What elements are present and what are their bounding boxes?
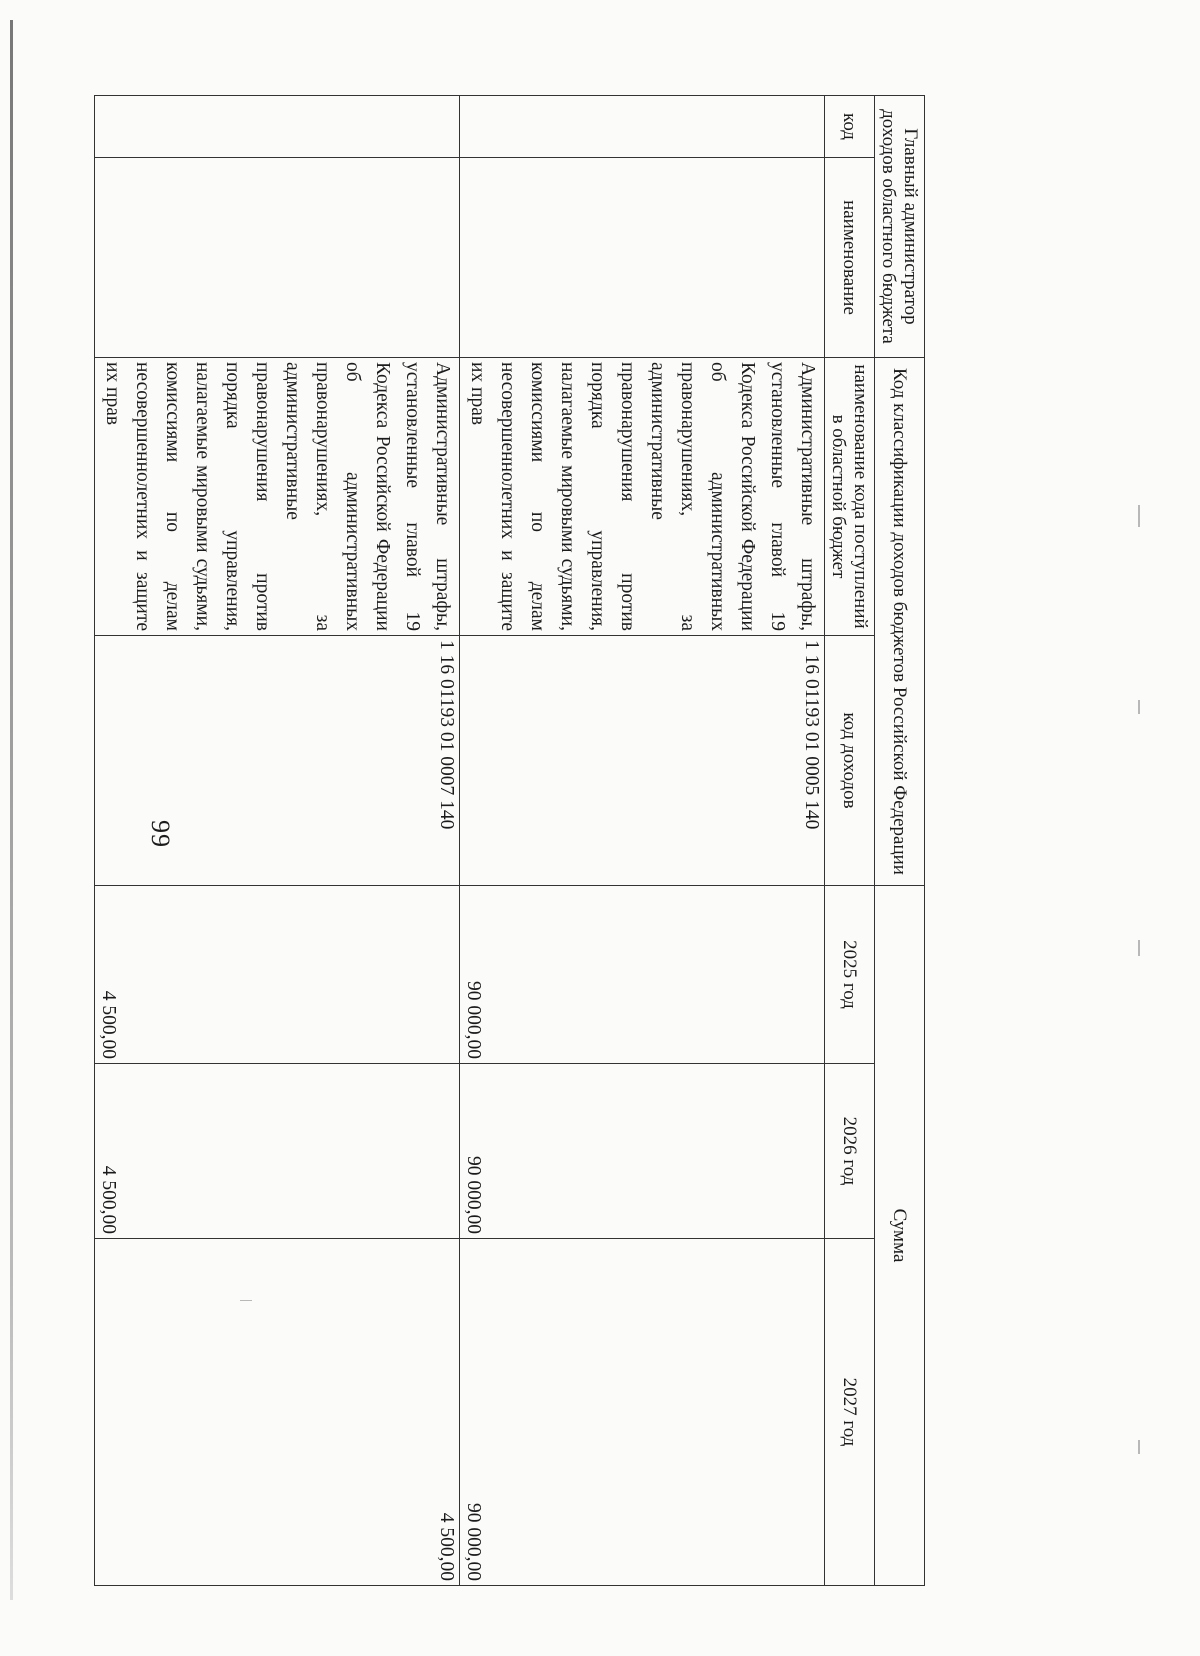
header-income-code: код доходов [825, 636, 875, 886]
income-table [94, 95, 925, 1586]
sum-2025-cell: 90 000,00 [460, 886, 825, 1064]
sum-2026-cell: 90 000,00 [460, 1064, 825, 1239]
sum-2027-cell: 90 000,00 [460, 1239, 825, 1586]
header-classification-group: Код классификации доходов бюджетов Российской Федерации [875, 358, 925, 886]
table-row [95, 96, 460, 1586]
admin-name-cell [460, 158, 825, 358]
header-row-2 [825, 96, 875, 1586]
header-sum-group: Сумма [875, 886, 925, 1586]
income-description-cell: Административные штрафы, установленные главой 19 Кодекса Российской Федерации об административных правонарушениях, за административные правонарушения против порядка управления, налагаемые мировыми судьями, комиссиями по делам несовершеннолетних и защите их прав [95, 358, 460, 636]
admin-name-cell [95, 158, 460, 358]
income-description-cell: Административные штрафы, установленные главой 19 Кодекса Российской Федерации об административных правонарушениях, за административные правонарушения против порядка управления, налагаемые мировыми судьями, комиссиями по делам несовершеннолетних и защите их прав [460, 358, 825, 636]
header-row-1 [875, 96, 925, 1586]
header-year-2027: 2027 год [825, 1239, 875, 1586]
admin-code-cell [460, 96, 825, 158]
page-number: 99 [146, 820, 175, 848]
header-admin-code: код [825, 96, 875, 158]
scan-edge [10, 20, 13, 1600]
header-year-2025: 2025 год [825, 886, 875, 1064]
header-admin-group: Главный администратор доходов областного бюджета [875, 96, 925, 358]
scan-speck [1138, 1440, 1140, 1454]
sum-2026-cell: 4 500,00 [95, 1064, 460, 1239]
income-code-cell: 1 16 01193 01 0007 140 [95, 636, 460, 886]
header-income-name: наименование кода поступлений в областной бюджет [825, 358, 875, 636]
scan-speck [1138, 940, 1140, 956]
scan-speck [1138, 505, 1140, 527]
sum-2025-cell: 4 500,00 [95, 886, 460, 1064]
admin-code-cell [95, 96, 460, 158]
scan-speck [1138, 700, 1140, 714]
income-code-cell: 1 16 01193 01 0005 140 [460, 636, 825, 886]
sum-2027-cell: 4 500,00 [95, 1239, 460, 1586]
header-admin-name: наименование [825, 158, 875, 358]
header-year-2026: 2026 год [825, 1064, 875, 1239]
table-row [460, 96, 825, 1586]
